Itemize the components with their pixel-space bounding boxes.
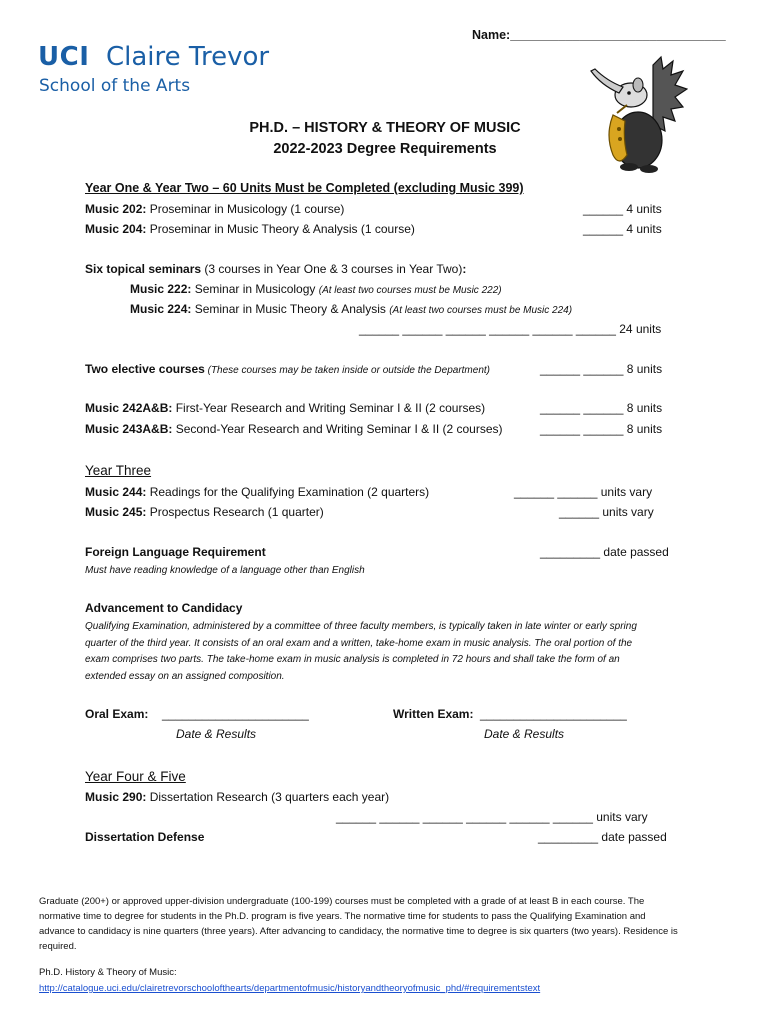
page-title: PH.D. – HISTORY & THEORY OF MUSIC [249, 120, 521, 136]
elective-courses [85, 362, 490, 376]
course-music-202 [85, 202, 344, 216]
footer-paragraph: Graduate (200+) or approved upper-division undergraduate (100-199) courses must be completed with a grade of at least B in each course. The normative time to degree for students in the Ph.D. program is five years. The normative time for students to pass the Qualifying Examination and advance to candidacy is nine quarters (three years). After advancing to candidacy, the normative time to degree is six quarters (two years). Residence is required. [39, 896, 678, 952]
course-code: Music 242A&B: [85, 401, 173, 415]
course-title: Seminar in Music Theory & Analysis [191, 302, 390, 316]
course-music-243ab [85, 422, 503, 436]
section-heading-year-three: Year Three [85, 463, 152, 478]
course-music-245 [85, 505, 324, 519]
course-code: Music 224: [130, 302, 192, 316]
course-title: First-Year Research and Writing Seminar I & II (2 courses) [172, 401, 486, 415]
catalogue-link[interactable]: http://catalogue.uci.edu/clairetrevorschoolofthearts/departmentofmusic/historyandtheoryofmusic_phd/#requirementstext [39, 983, 541, 994]
course-title: Proseminar in Musicology (1 course) [146, 202, 345, 216]
units-music-202[interactable]: ______ 4 units [583, 202, 662, 216]
advancement-heading: Advancement to Candidacy [85, 601, 243, 615]
course-code: Music 204: [85, 222, 147, 236]
units-music-244[interactable]: ______ ______ units vary [514, 485, 653, 499]
oral-exam-caption: Date & Results [176, 727, 257, 741]
written-exam-label: Written Exam: [393, 707, 474, 721]
topical-seminars-label: Six topical seminars [85, 262, 202, 276]
dissertation-defense-label: Dissertation Defense [85, 830, 205, 844]
units-music-243ab[interactable]: ______ ______ 8 units [540, 422, 663, 436]
logo-school-of-the-arts: School of the Arts [39, 76, 191, 96]
topical-seminars-detail: (3 courses in Year One & 3 courses in Year Two) [201, 262, 463, 276]
units-music-242ab[interactable]: ______ ______ 8 units [540, 401, 663, 415]
course-music-204 [85, 222, 415, 236]
dissertation-defense-date[interactable]: _________ date passed [538, 830, 667, 844]
logo-claire-trevor: Claire Trevor [106, 42, 270, 72]
units-music-245[interactable]: ______ units vary [559, 505, 654, 519]
units-topical-seminars[interactable]: ______ ______ ______ ______ ______ ______ 24 units [359, 322, 662, 336]
course-music-222 [130, 282, 502, 296]
course-music-242ab [85, 401, 485, 415]
units-elective[interactable]: ______ ______ 8 units [540, 362, 663, 376]
course-code: Music 290: [85, 790, 147, 804]
section-heading-year-one-two: Year One & Year Two – 60 Units Must be Completed (excluding Music 399) [85, 181, 524, 195]
units-music-204[interactable]: ______ 4 units [583, 222, 662, 236]
topical-seminars-heading [85, 262, 466, 276]
foreign-language-note: Must have reading knowledge of a language other than English [85, 565, 365, 576]
course-music-290 [85, 790, 389, 804]
anteater-saxophone-illustration [583, 55, 688, 175]
elective-label: Two elective courses [85, 362, 205, 376]
topical-seminars-colon: : [462, 262, 467, 276]
course-code: Music 243A&B: [85, 422, 173, 436]
advancement-paragraph: Qualifying Examination, administered by a committee of three faculty members, is typically taken in late winter or early spring quarter of the third year. It consists of an oral exam and a written, take-home exam in music analysis. The oral portion of the exam comprises two parts. The take-home exam in music analysis is completed in 72 hours and shall take the form of an extended essay on an assigned composition. [85, 621, 637, 682]
course-title: Readings for the Qualifying Examination (2 quarters) [146, 485, 430, 499]
course-music-224 [130, 302, 572, 316]
course-code: Music 222: [130, 282, 192, 296]
course-title: Second-Year Research and Writing Seminar I & II (2 courses) [172, 422, 503, 436]
elective-note: (These courses may be taken inside or outside the Department) [204, 365, 490, 376]
course-title: Proseminar in Music Theory & Analysis (1 course) [146, 222, 415, 236]
logo-uci: UCI [38, 42, 90, 72]
course-title: Seminar in Musicology [191, 282, 319, 296]
footer-source-label: Ph.D. History & Theory of Music: [39, 967, 177, 978]
course-code: Music 245: [85, 505, 147, 519]
foreign-language-date[interactable]: _________ date passed [540, 545, 669, 559]
course-note: (At least two courses must be Music 222) [318, 285, 502, 296]
course-title: Dissertation Research (3 quarters each year) [146, 790, 390, 804]
oral-exam-field[interactable]: ______________________ [162, 707, 309, 721]
course-note: (At least two courses must be Music 224) [389, 305, 573, 316]
page-subtitle: 2022-2023 Degree Requirements [273, 141, 497, 157]
course-code: Music 244: [85, 485, 147, 499]
course-code: Music 202: [85, 202, 147, 216]
section-heading-year-four-five: Year Four & Five [85, 769, 186, 784]
name-field[interactable]: Name:_______________________________ [472, 28, 726, 42]
foreign-language-heading: Foreign Language Requirement [85, 545, 266, 559]
written-exam-caption: Date & Results [484, 727, 565, 741]
units-music-290[interactable]: ______ ______ ______ ______ ______ ______ units vary [336, 810, 648, 824]
written-exam-field[interactable]: ______________________ [480, 707, 627, 721]
course-music-244 [85, 485, 429, 499]
oral-exam-label: Oral Exam: [85, 707, 149, 721]
course-title: Prospectus Research (1 quarter) [146, 505, 324, 519]
